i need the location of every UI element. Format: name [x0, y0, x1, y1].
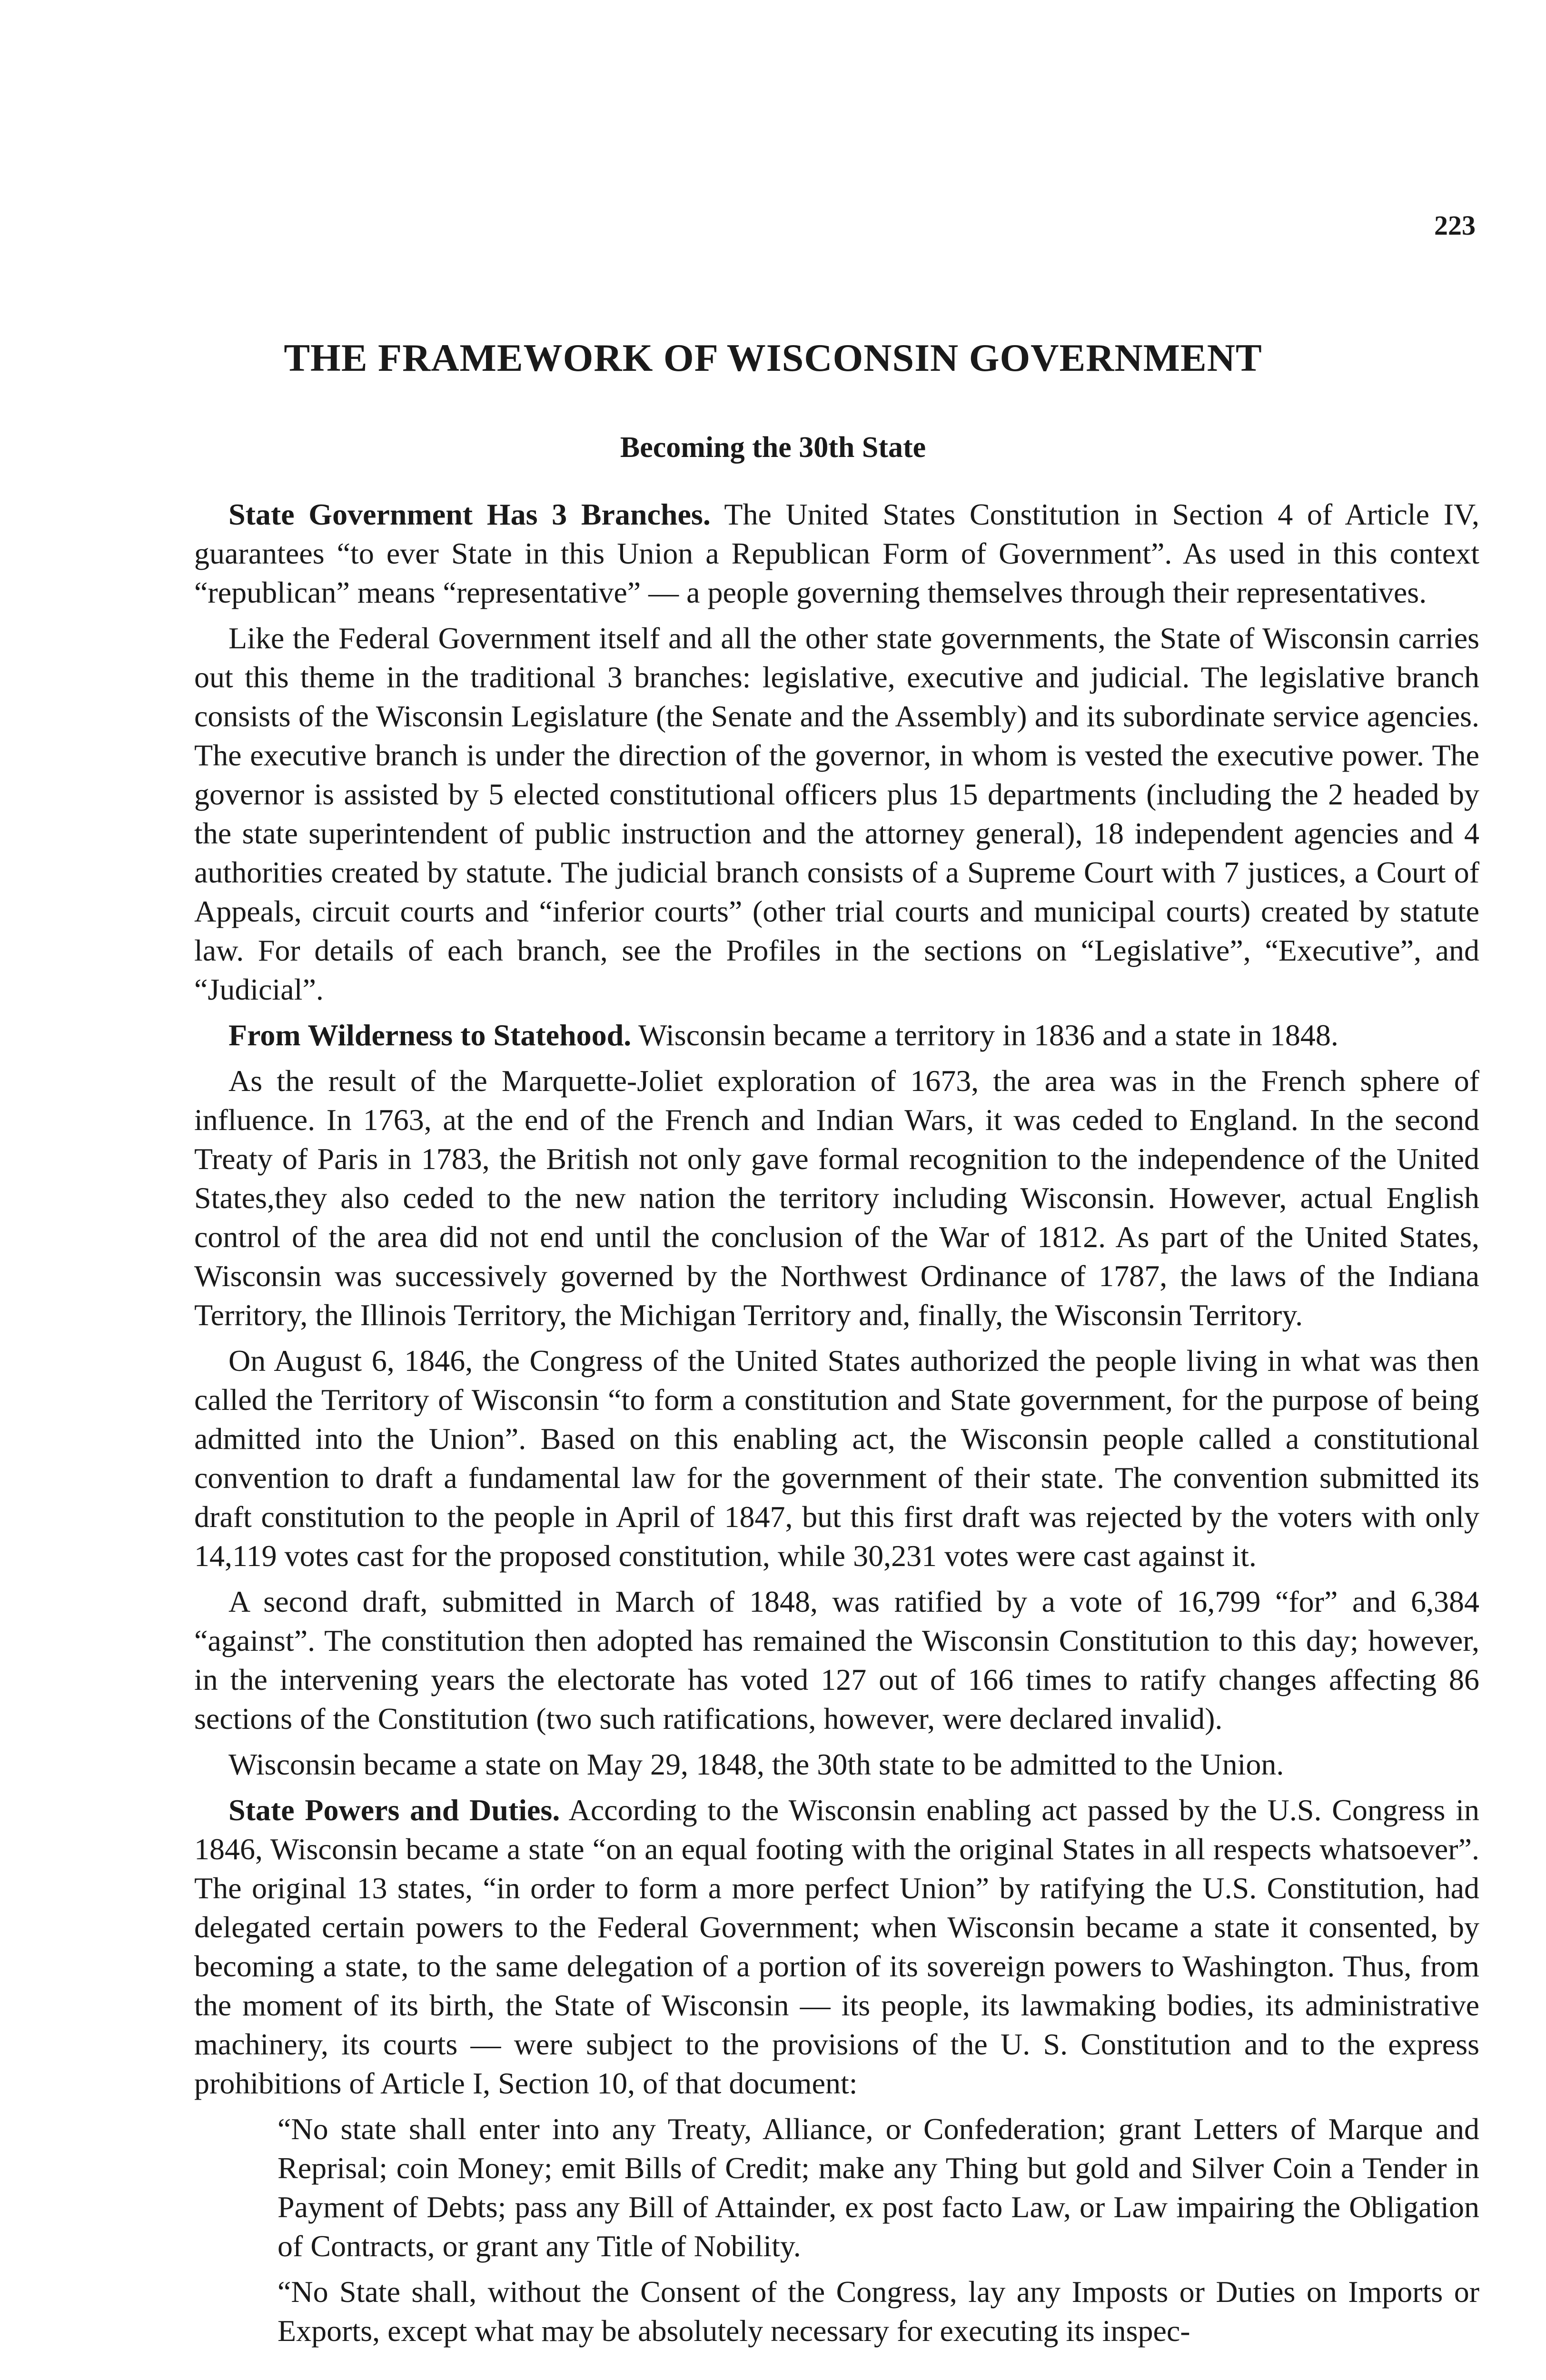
paragraph-wilderness	[194, 1016, 1479, 1055]
paragraph-three-branches	[194, 619, 1479, 1009]
paragraph-second-draft	[194, 1582, 1479, 1738]
paragraph-text: Like the Federal Government itself and all the other state governments, the State of Wisconsin carries out this theme in the traditional 3 branches: legislative, executive and judicial. The legislative branch consists of the Wisconsin Legislature (the Senate and the Assembly) and its subordinate service agencies. The executive branch is under the direction of the governor, in whom is vested the executive power. The governor is assisted by 5 elected constitutional officers plus 15 departments (including the 2 headed by the state superintendent of public instruction and the attorney general), 18 independent agencies and 4 authorities created by statute. The judicial branch consists of a Supreme Court with 7 justices, a Court of Appeals, circuit courts and “inferior courts” (other trial courts and municipal courts) created by statute law. For details of each branch, see the Profiles in the sections on “Legislative”, “Executive”, and “Judicial”.	[194, 621, 1479, 1006]
paragraph-text: As the result of the Marquette-Joliet exploration of 1673, the area was in the French sphere of influence. In 1763, at the end of the French and Indian Wars, it was ceded to England. In the second Treaty of Paris in 1783, the British not only gave formal recognition to the independence of the United States,they also ceded to the new nation the territory including Wisconsin. However, actual English control of the area did not end until the conclusion of the War of 1812. As part of the United States, Wisconsin was successively governed by the Northwest Ordinance of 1787, the laws of the Indiana Territory, the Illinois Territory, the Michigan Territory and, finally, the Wisconsin Territory.	[194, 1064, 1479, 1332]
page-title: THE FRAMEWORK OF WISCONSIN GOVERNMENT	[284, 336, 1262, 379]
paragraph-text: Wisconsin became a territory in 1836 and a state in 1848.	[631, 1018, 1338, 1052]
run-in-heading: State Powers and Duties.	[228, 1793, 560, 1827]
page-number: 223	[1434, 210, 1476, 241]
quote-treaty: “No state shall enter into any Treaty, Alliance, or Confederation; grant Letters of Marque and Reprisal; coin Money; emit Bills of Credit; make any Thing but gold and Silver Coin a Tender in Payment of Debts; pass any Bill of Attainder, ex post facto Law, or Law impairing the Obligation of Contracts, or grant any Title of Nobility.	[277, 2112, 1479, 2263]
paragraph-text: According to the Wisconsin enabling act passed by the U.S. Congress in 1846, Wisconsin became a state “on an equal footing with the original States in all respects whatsoever”. The original 13 states, “in order to form a more perfect Union” by ratifying the U.S. Constitution, had delegated certain powers to the Federal Government; when Wisconsin became a state it consented, by becoming a state, to the same delegation of a portion of its sovereign powers to Washington. Thus, from the moment of its birth, the State of Wisconsin — its people, its lawmaking bodies, its administrative machinery, its courts — were subject to the provisions of the U. S. Constitution and to the express prohibitions of Article I, Section 10, of that document:	[194, 1793, 1480, 2100]
quote-imposts: “No State shall, without the Consent of the Congress, lay any Imposts or Duties on Imports or Exports, except what may be absolutely necessary for executing its inspec-	[277, 2275, 1479, 2348]
paragraph-statehood-date	[194, 1745, 1479, 1784]
paragraph-text: On August 6, 1846, the Congress of the United States authorized the people living in what was then called the Territory of Wisconsin “to form a constitution and State government, for the purpose of being admitted into the Union”. Based on this enabling act, the Wisconsin people called a constitutional convention to draft a fundamental law for the government of their state. The convention submitted its draft constitution to the people in April of 1847, but this first draft was rejected by the voters with only 14,119 votes cast for the proposed constitution, while 30,231 votes were cast against it.	[194, 1344, 1479, 1573]
paragraph-text: Wisconsin became a state on May 29, 1848, the 30th state to be admitted to the Union.	[228, 1747, 1284, 1781]
paragraph-branches	[194, 495, 1479, 612]
paragraph-text: A second draft, submitted in March of 1848, was ratified by a vote of 16,799 “for” and 6,384 “against”. The constitution then adopted has remained the Wisconsin Constitution to this day; however, in the intervening years the electorate has voted 127 out of 166 times to ratify changes affecting 86 sections of the Constitution (two such ratifications, however, were declared invalid).	[194, 1585, 1479, 1735]
section-subtitle: Becoming the 30th State	[620, 431, 926, 464]
paragraph-text: The United States Constitution in Section 4 of Article IV, guarantees “to ever State in this Union a Republican Form of Government”. As used in this context “republican” means “representative” — a people governing themselves through their representatives.	[194, 497, 1480, 609]
run-in-heading: State Government Has 3 Branches.	[228, 497, 711, 531]
run-in-heading: From Wilderness to Statehood.	[228, 1018, 632, 1052]
body-text	[194, 495, 1479, 2357]
paragraph-exploration	[194, 1061, 1479, 1335]
paragraph-powers-duties	[194, 1791, 1479, 2103]
paragraph-enabling-act	[194, 1341, 1479, 1576]
